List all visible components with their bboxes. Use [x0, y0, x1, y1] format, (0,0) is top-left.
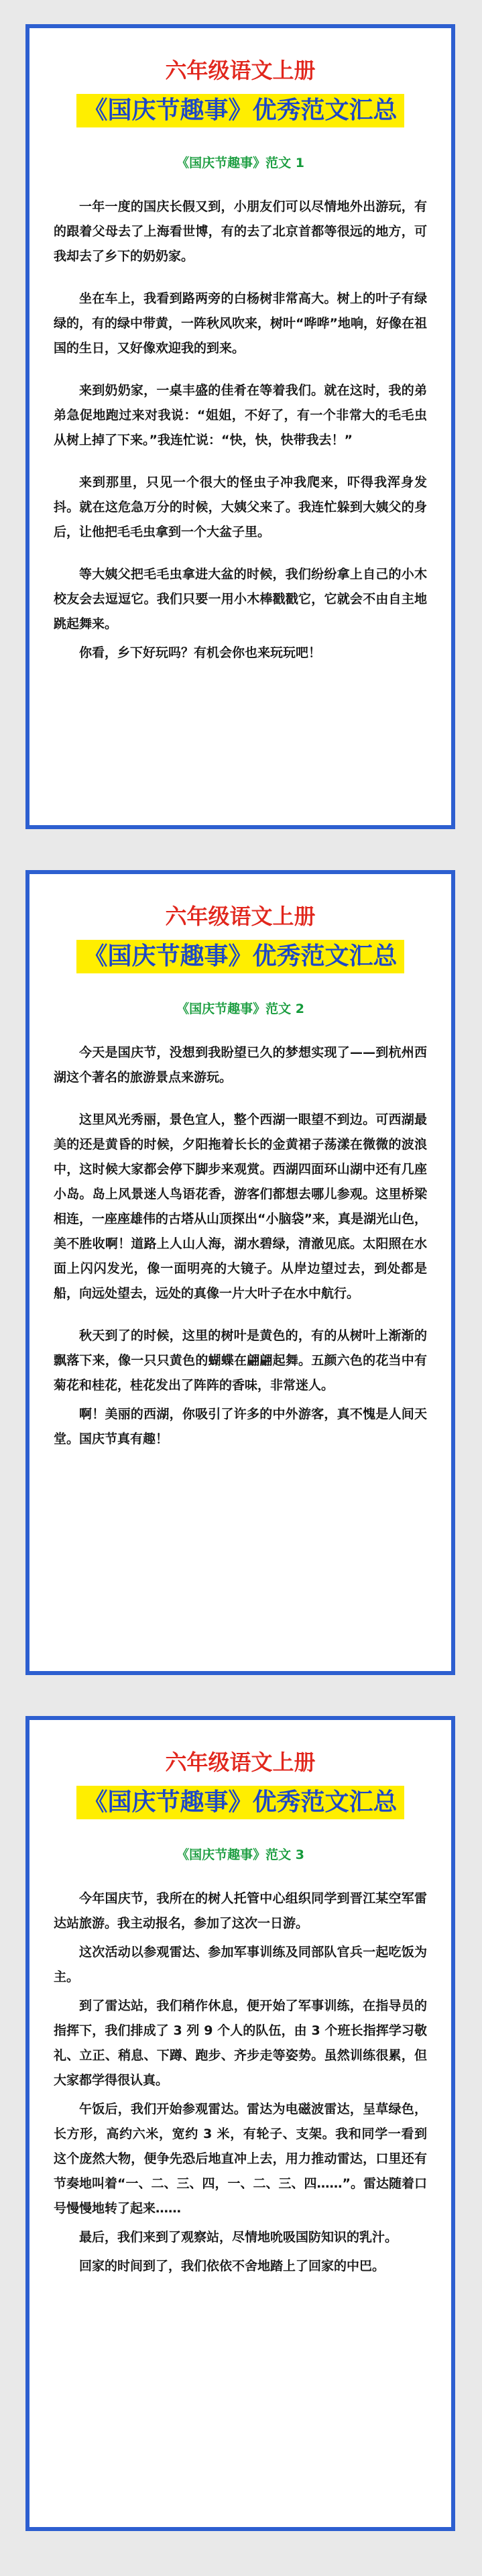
paragraph: 坐在车上，我看到路两旁的白杨树非常高大。树上的叶子有绿绿的，有的绿中带黄，一阵秋风吹来，树叶“哗哗”地响，好像在祖国的生日，又好像欢迎我的到来。 — [54, 291, 427, 356]
title-wrap — [54, 1786, 427, 1819]
paragraph: 啊！美丽的西湖，你吸引了许多的中外游客，真不愧是人间天堂。国庆节真有趣！ — [54, 1407, 427, 1446]
paragraph: 一年一度的国庆长假又到，小朋友们可以尽情地外出游玩，有的跟着父母去了上海看世博，有的去了北京首都等很远的地方，可我却去了乡下的奶奶家。 — [54, 199, 427, 264]
collection-title: 《国庆节趣事》优秀范文汇总 — [76, 1786, 404, 1819]
grade-heading: 六年级语文上册 — [165, 1750, 316, 1775]
article-card-2 — [25, 870, 455, 1675]
grade-heading: 六年级语文上册 — [165, 58, 316, 83]
essay-subtitle: 《国庆节趣事》范文 2 — [176, 1002, 304, 1016]
paragraph: 来到那里，只见一个很大的怪虫子冲我爬来，吓得我浑身发抖。就在这危急万分的时候，大姨父来了。我连忙躲到大姨父的身后，让他把毛毛虫拿到一个大盆子里。 — [54, 475, 427, 539]
essay-subtitle: 《国庆节趣事》范文 1 — [176, 156, 304, 170]
grade-heading: 六年级语文上册 — [165, 904, 316, 929]
paragraph: 这里风光秀丽，景色宜人，整个西湖一眼望不到边。可西湖最美的还是黄昏的时候，夕阳拖着长长的金黄裙子荡漾在微微的波浪中，这时候大家都会停下脚步来观赏。西湖四面环山湖中还有几座小岛。岛上风景迷人鸟语花香，游客们都想去哪儿参观。这里桥梁相连，一座座雄伟的古塔从山顶探出“小脑袋”来，真是湖光山色，美不胜收啊！道路上人山人海，湖水碧绿，清澈见底。太阳照在水面上闪闪发光，像一面明亮的大镜子。从岸边望过去，到处都是船，向远处望去，远处的真像一片大叶子在水中航行。 — [54, 1112, 427, 1301]
collection-title: 《国庆节趣事》优秀范文汇总 — [76, 94, 404, 127]
paragraph: 回家的时间到了，我们依依不舍地踏上了回家的中巴。 — [79, 2259, 385, 2273]
paragraph: 到了雷达站，我们稍作休息，便开始了军事训练，在指导员的指挥下，我们排成了 3 列 9 个人的队伍，由 3 个班长指挥学习敬礼、立正、稍息、下蹲、跑步、齐步走等姿势。虽然训练很累，但大家都学得很认真。 — [54, 1998, 427, 2088]
paragraph: 来到奶奶家，一桌丰盛的佳肴在等着我们。就在这时，我的弟弟急促地跑过来对我说：“姐姐，不好了，有一个非常大的毛毛虫从树上掉了下来。”我连忙说：“快，快，快带我去！” — [54, 383, 427, 447]
paragraph: 这次活动以参观雷达、参加军事训练及同部队官兵一起吃饭为主。 — [54, 1945, 427, 1984]
paragraph: 等大姨父把毛毛虫拿进大盆的时候，我们纷纷拿上自己的小木校友会去逗逗它。我们只要一用小木棒戳戳它，它就会不由自主地跳起舞来。 — [54, 567, 427, 631]
paragraph: 今天是国庆节，没想到我盼望已久的梦想实现了——到杭州西湖这个著名的旅游景点来游玩。 — [54, 1045, 427, 1085]
paragraph: 午饭后，我们开始参观雷达。雷达为电磁波雷达，呈草绿色，长方形，高约六米，宽约 3 米，有轮子、支架。我和同学一看到这个庞然大物，便争先恐后地直冲上去，用力推动雷达，口里还有节奏地叫着“一、二、三、四，一、二、三、四……”。雷达随着口号慢慢地转了起来…… — [54, 2102, 427, 2216]
article-card-1 — [25, 24, 455, 829]
essay-subtitle: 《国庆节趣事》范文 3 — [176, 1847, 304, 1862]
paragraph: 今年国庆节，我所在的树人托管中心组织同学到晋江某空军雷达站旅游。我主动报名，参加了这次一日游。 — [54, 1891, 427, 1931]
paragraph: 秋天到了的时候，这里的树叶是黄色的，有的从树叶上渐渐的飘落下来，像一只只黄色的蝴蝶在翩翩起舞。五颜六色的花当中有菊花和桂花，桂花发出了阵阵的香味，非常迷人。 — [54, 1328, 427, 1393]
collection-title: 《国庆节趣事》优秀范文汇总 — [76, 940, 404, 973]
title-wrap — [54, 94, 427, 127]
article-card-3 — [25, 1716, 455, 2531]
title-wrap — [54, 940, 427, 973]
paragraph: 最后，我们来到了观察站，尽情地吮吸国防知识的乳汁。 — [79, 2230, 398, 2245]
paragraph: 你看，乡下好玩吗？有机会你也来玩玩吧！ — [79, 645, 322, 660]
